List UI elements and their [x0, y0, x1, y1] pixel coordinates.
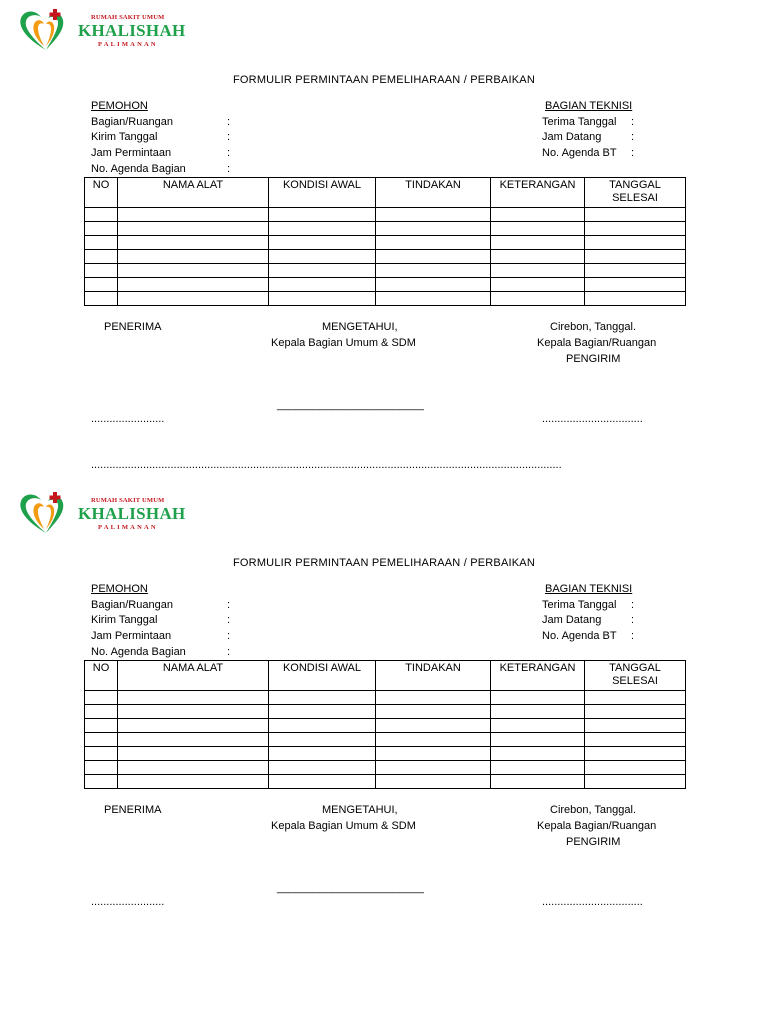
table-row	[85, 264, 686, 278]
table-cell[interactable]	[118, 747, 269, 761]
cirebon-tanggal-label: Cirebon, Tanggal.	[550, 321, 637, 333]
mengetahui-label: MENGETAHUI,	[322, 321, 398, 333]
field-label-no-agenda-bt: No. Agenda BT	[542, 630, 617, 642]
hospital-logo	[15, 489, 195, 535]
signature-dots-penerima: ........................	[91, 896, 165, 908]
field-label-jam-permintaan: Jam Permintaan	[91, 630, 172, 642]
table-cell[interactable]	[85, 691, 118, 705]
table-cell[interactable]	[269, 222, 376, 236]
heart-logo-icon	[15, 489, 77, 535]
pengirim-label: PENGIRIM	[566, 353, 621, 365]
pengirim-label: PENGIRIM	[566, 836, 621, 848]
table-cell[interactable]	[376, 208, 491, 222]
pemohon-heading: PEMOHON	[91, 100, 148, 112]
table-row	[85, 222, 686, 236]
col-header-kondisi-awal: KONDISI AWAL	[269, 661, 376, 691]
cut-line: ..........................................................................................................................................................	[91, 459, 562, 471]
signature-dots-pengirim: .................................	[542, 896, 643, 908]
table-cell[interactable]	[491, 719, 585, 733]
table-cell[interactable]	[376, 278, 491, 292]
table-row	[85, 236, 686, 250]
table-cell[interactable]	[118, 775, 269, 789]
table-row	[85, 278, 686, 292]
table-cell[interactable]	[85, 733, 118, 747]
table-cell[interactable]	[376, 292, 491, 306]
table-row	[85, 733, 686, 747]
col-header-no: NO	[85, 178, 118, 208]
table-cell[interactable]	[585, 278, 686, 292]
table-cell[interactable]	[269, 747, 376, 761]
table-cell[interactable]	[491, 705, 585, 719]
table-cell[interactable]	[85, 264, 118, 278]
table-cell[interactable]	[585, 236, 686, 250]
kepala-ruangan-label: Kepala Bagian/Ruangan	[537, 820, 657, 832]
field-colon: :	[227, 147, 231, 159]
field-label-jam-datang: Jam Datang	[542, 131, 602, 143]
logo-line-3: PALIMANAN	[98, 524, 158, 531]
penerima-label: PENERIMA	[104, 321, 162, 333]
table-cell[interactable]	[118, 292, 269, 306]
table-row	[85, 691, 686, 705]
col-header-keterangan: KETERANGAN	[491, 661, 585, 691]
kepala-umum-label: Kepala Bagian Umum & SDM	[271, 820, 416, 832]
table-cell[interactable]	[585, 250, 686, 264]
table-row	[85, 208, 686, 222]
table-cell[interactable]	[585, 747, 686, 761]
field-colon: :	[227, 163, 231, 175]
logo-line-2: KHALISHAH	[78, 21, 186, 40]
field-colon: :	[227, 646, 231, 658]
field-label-jam-datang: Jam Datang	[542, 614, 602, 626]
signature-line-mengetahui: ________________________	[277, 399, 424, 411]
penerima-label: PENERIMA	[104, 804, 162, 816]
table-cell[interactable]	[269, 208, 376, 222]
table-cell[interactable]	[585, 208, 686, 222]
field-colon: :	[227, 116, 231, 128]
table-cell[interactable]	[269, 236, 376, 250]
col-header-no: NO	[85, 661, 118, 691]
field-label-no-agenda-bagian: No. Agenda Bagian	[91, 646, 186, 658]
table-cell[interactable]	[585, 264, 686, 278]
table-row	[85, 719, 686, 733]
table-cell[interactable]	[118, 719, 269, 733]
table-cell[interactable]	[491, 278, 585, 292]
table-cell[interactable]	[585, 733, 686, 747]
field-colon: :	[227, 599, 231, 611]
col-header-nama-alat: NAMA ALAT	[118, 178, 269, 208]
table-cell[interactable]	[491, 208, 585, 222]
table-cell[interactable]	[269, 705, 376, 719]
logo-line-1: RUMAH SAKIT UMUM	[91, 14, 165, 21]
form-2	[0, 483, 768, 966]
mengetahui-label: MENGETAHUI,	[322, 804, 398, 816]
table-cell[interactable]	[269, 264, 376, 278]
table-cell[interactable]	[491, 264, 585, 278]
table-row	[85, 775, 686, 789]
table-cell[interactable]	[85, 761, 118, 775]
table-cell[interactable]	[376, 691, 491, 705]
table-cell[interactable]	[85, 222, 118, 236]
request-table	[84, 660, 686, 789]
field-colon: :	[227, 630, 231, 642]
table-cell[interactable]	[376, 733, 491, 747]
table-cell[interactable]	[118, 733, 269, 747]
field-label-terima-tanggal: Terima Tanggal	[542, 116, 617, 128]
table-cell[interactable]	[85, 775, 118, 789]
table-cell[interactable]	[585, 691, 686, 705]
table-row	[85, 292, 686, 306]
table-cell[interactable]	[118, 264, 269, 278]
table-cell[interactable]	[118, 236, 269, 250]
table-cell[interactable]	[118, 705, 269, 719]
field-label-kirim-tanggal: Kirim Tanggal	[91, 614, 158, 626]
table-cell[interactable]	[491, 733, 585, 747]
request-table	[84, 177, 686, 306]
table-cell[interactable]	[585, 705, 686, 719]
table-row	[85, 250, 686, 264]
table-row	[85, 761, 686, 775]
table-cell[interactable]	[585, 761, 686, 775]
table-header-row	[85, 661, 686, 691]
signature-dots-penerima: ........................	[91, 413, 165, 425]
table-row	[85, 705, 686, 719]
kepala-umum-label: Kepala Bagian Umum & SDM	[271, 337, 416, 349]
table-cell[interactable]	[85, 208, 118, 222]
table-cell[interactable]	[85, 747, 118, 761]
table-cell[interactable]	[269, 775, 376, 789]
field-colon: :	[631, 116, 635, 128]
field-label-no-agenda-bt: No. Agenda BT	[542, 147, 617, 159]
table-cell[interactable]	[585, 775, 686, 789]
table-cell[interactable]	[585, 719, 686, 733]
logo-line-3: PALIMANAN	[98, 41, 158, 48]
table-cell[interactable]	[491, 236, 585, 250]
heart-logo-icon	[15, 6, 77, 52]
table-cell[interactable]	[269, 292, 376, 306]
table-header-row	[85, 178, 686, 208]
table-row	[85, 747, 686, 761]
col-header-nama-alat: NAMA ALAT	[118, 661, 269, 691]
col-header-tindakan: TINDAKAN	[376, 178, 491, 208]
table-cell[interactable]	[85, 719, 118, 733]
teknisi-heading: BAGIAN TEKNISI	[545, 100, 633, 112]
table-cell[interactable]	[118, 222, 269, 236]
table-cell[interactable]	[376, 775, 491, 789]
table-cell[interactable]	[118, 250, 269, 264]
table-cell[interactable]	[491, 222, 585, 236]
form-title: FORMULIR PERMINTAAN PEMELIHARAAN / PERBAIKAN	[233, 74, 535, 86]
field-label-jam-permintaan: Jam Permintaan	[91, 147, 172, 159]
field-label-terima-tanggal: Terima Tanggal	[542, 599, 617, 611]
table-cell[interactable]	[376, 705, 491, 719]
cirebon-tanggal-label: Cirebon, Tanggal.	[550, 804, 637, 816]
table-cell[interactable]	[491, 747, 585, 761]
field-label-no-agenda-bagian: No. Agenda Bagian	[91, 163, 186, 175]
table-cell[interactable]	[491, 292, 585, 306]
table-cell[interactable]	[269, 733, 376, 747]
col-header-tindakan: TINDAKAN	[376, 661, 491, 691]
field-colon: :	[631, 147, 635, 159]
table-cell[interactable]	[85, 292, 118, 306]
col-header-keterangan: KETERANGAN	[491, 178, 585, 208]
kepala-ruangan-label: Kepala Bagian/Ruangan	[537, 337, 657, 349]
table-cell[interactable]	[269, 250, 376, 264]
table-cell[interactable]	[376, 250, 491, 264]
field-label-kirim-tanggal: Kirim Tanggal	[91, 131, 158, 143]
table-cell[interactable]	[491, 761, 585, 775]
table-cell[interactable]	[491, 691, 585, 705]
field-label-bagian-ruangan: Bagian/Ruangan	[91, 599, 173, 611]
col-header-kondisi-awal: KONDISI AWAL	[269, 178, 376, 208]
table-cell[interactable]	[85, 250, 118, 264]
table-cell[interactable]	[269, 691, 376, 705]
table-cell[interactable]	[269, 761, 376, 775]
table-cell[interactable]	[118, 761, 269, 775]
table-cell[interactable]	[376, 264, 491, 278]
table-cell[interactable]	[376, 761, 491, 775]
logo-line-1: RUMAH SAKIT UMUM	[91, 497, 165, 504]
table-cell[interactable]	[85, 705, 118, 719]
field-label-bagian-ruangan: Bagian/Ruangan	[91, 116, 173, 128]
field-colon: :	[227, 131, 231, 143]
table-cell[interactable]	[85, 236, 118, 250]
table-cell[interactable]	[269, 278, 376, 292]
table-cell[interactable]	[585, 222, 686, 236]
table-cell[interactable]	[491, 775, 585, 789]
form-1	[0, 0, 768, 483]
field-colon: :	[631, 614, 635, 626]
signature-dots-pengirim: .................................	[542, 413, 643, 425]
field-colon: :	[631, 599, 635, 611]
form-title: FORMULIR PERMINTAAN PEMELIHARAAN / PERBAIKAN	[233, 557, 535, 569]
col-header-tanggal-selesai: TANGGAL SELESAI	[585, 661, 686, 691]
teknisi-heading: BAGIAN TEKNISI	[545, 583, 633, 595]
pemohon-heading: PEMOHON	[91, 583, 148, 595]
table-cell[interactable]	[376, 719, 491, 733]
table-cell[interactable]	[585, 292, 686, 306]
table-cell[interactable]	[118, 208, 269, 222]
field-colon: :	[227, 614, 231, 626]
table-cell[interactable]	[85, 278, 118, 292]
table-cell[interactable]	[118, 278, 269, 292]
table-cell[interactable]	[376, 222, 491, 236]
table-cell[interactable]	[376, 747, 491, 761]
table-cell[interactable]	[269, 719, 376, 733]
table-cell[interactable]	[118, 691, 269, 705]
hospital-logo	[15, 6, 195, 52]
field-colon: :	[631, 131, 635, 143]
col-header-tanggal-selesai: TANGGAL SELESAI	[585, 178, 686, 208]
field-colon: :	[631, 630, 635, 642]
signature-line-mengetahui: ________________________	[277, 882, 424, 894]
logo-line-2: KHALISHAH	[78, 504, 186, 523]
table-cell[interactable]	[376, 236, 491, 250]
table-cell[interactable]	[491, 250, 585, 264]
